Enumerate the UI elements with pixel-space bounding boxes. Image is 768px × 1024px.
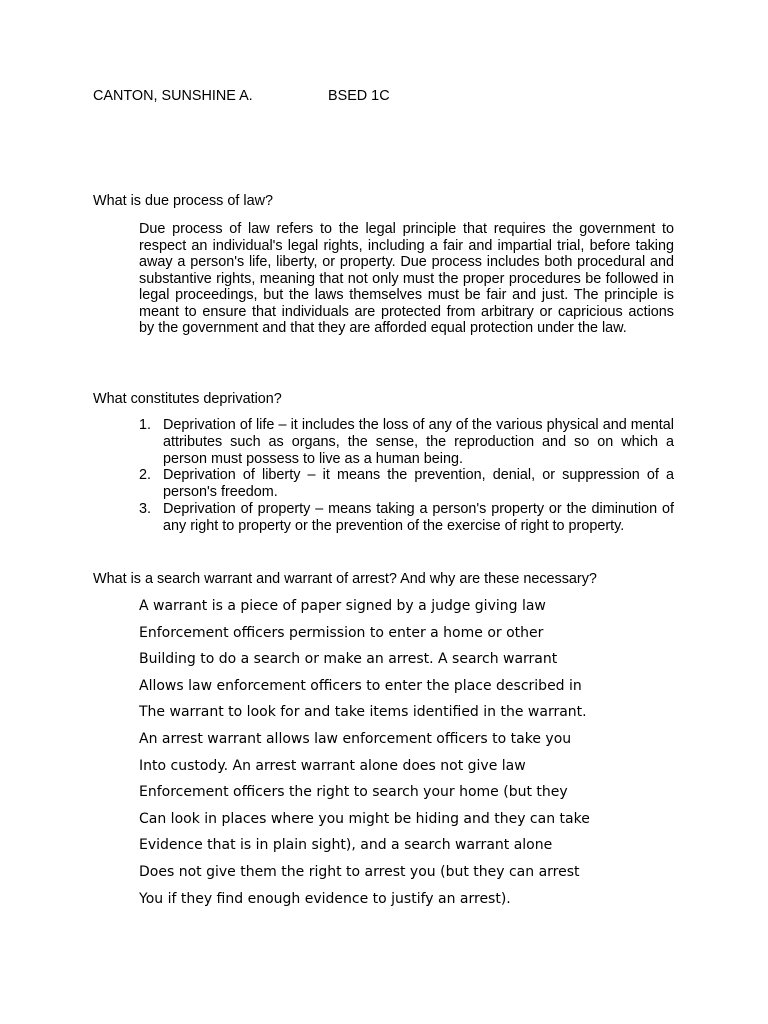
list-item-number: 3. <box>139 500 152 517</box>
list-item <box>139 417 674 467</box>
question-deprivation: What constitutes deprivation? <box>93 391 282 407</box>
header-student-name: CANTON, SUNSHINE A. <box>93 88 253 104</box>
warrant-answer <box>139 596 590 915</box>
list-item-text: Deprivation of liberty – it means the prevention, denial, or suppression of a person's freedom. <box>163 467 674 501</box>
warrant-line: The warrant to look for and take items identified in the warrant. <box>139 704 587 721</box>
warrant-line: Evidence that is in plain sight), and a search warrant alone <box>139 837 553 854</box>
answer-due-process: Due process of law refers to the legal principle that requires the government to respect an individual's legal rights, including a fair and impartial trial, before taking away a person's life, liberty, or property. Due process includes both procedural and substantive rights, meaning that not only must the proper procedures be followed in legal proceedings, but the laws themselves must be fair and just. The principle is meant to ensure that individuals are protected from arbitrary or capricious actions by the government and that they are afforded equal protection under the law. <box>139 221 674 336</box>
warrant-line: A warrant is a piece of paper signed by a judge giving law <box>139 598 546 614</box>
warrant-line: Into custody. An arrest warrant alone does not give law <box>139 757 526 774</box>
warrant-line: Building to do a search or make an arrest. A search warrant <box>139 651 558 668</box>
warrant-line: Enforcement officers permission to enter a home or other <box>139 624 544 641</box>
list-item-text: Deprivation of life – it includes the loss of any of the various physical and mental attributes such as organs, the sense, the reproduction and so on which a person must possess to live as a human being. <box>163 417 674 467</box>
warrant-line: Allows law enforcement officers to enter the place described in <box>139 677 582 694</box>
list-item-number: 1. <box>139 417 152 433</box>
warrant-line: Enforcement officers the right to search your home (but they <box>139 784 568 801</box>
header-course: BSED 1C <box>328 88 390 104</box>
question-warrant: What is a search warrant and warrant of arrest? And why are these necessary? <box>93 571 597 587</box>
list-item-text: Deprivation of property – means taking a person's property or the diminution of any right to property or the prevention of the exercise of right to property. <box>163 500 674 534</box>
warrant-line: Does not give them the right to arrest you (but they can arrest <box>139 863 580 880</box>
list-item-number: 2. <box>139 467 152 484</box>
deprivation-list <box>139 417 674 535</box>
list-item <box>139 501 674 535</box>
warrant-line: You if they find enough evidence to justify an arrest). <box>139 890 511 907</box>
warrant-line: An arrest warrant allows law enforcement officers to take you <box>139 730 572 747</box>
warrant-line: Can look in places where you might be hiding and they can take <box>139 810 590 827</box>
list-item <box>139 467 674 501</box>
question-due-process: What is due process of law? <box>93 193 273 209</box>
